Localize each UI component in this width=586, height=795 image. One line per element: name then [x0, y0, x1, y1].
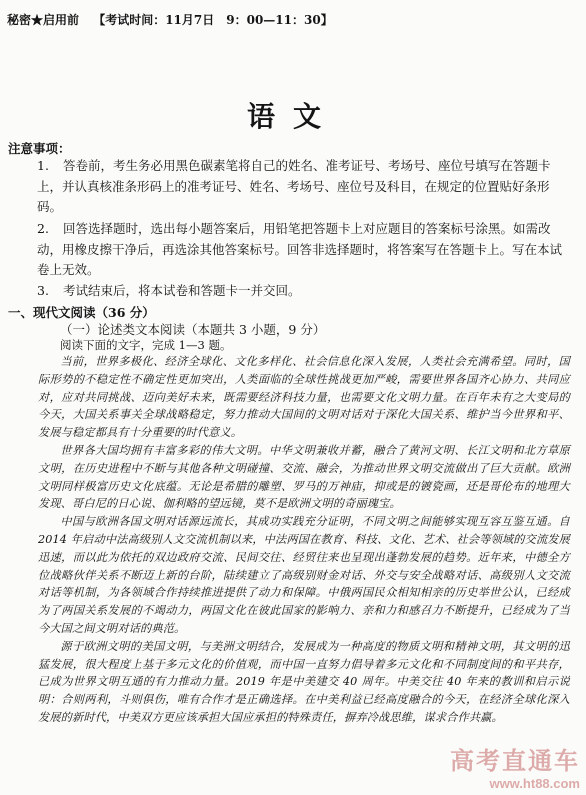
notice-item-3: 3. 考试结束后，将本试卷和答题卡一并交回。 — [37, 283, 301, 298]
watermark-url: www.ht88.com — [489, 776, 580, 791]
reading-instruction: 阅读下面的文字，完成 1—3 题。 — [60, 338, 232, 352]
passage-body — [38, 353, 570, 727]
exam-time: 【考试时间：11月7日 9：00—11：30】 — [93, 13, 333, 27]
watermark-logo-text: 高考直通车 — [450, 748, 580, 775]
notice-item-2: 2. 回答选择题时，选出每小题答案后，用铅笔把答题卡上对应题目的答案标号涂黑。如需改动，用橡皮擦干净后，再选涂其他答案标号。回答非选择题时，将答案写在答题卡上。写在本试卷上无效。 — [37, 221, 563, 277]
site-watermark — [450, 741, 580, 791]
notice-item-1: 1. 答卷前，考生务必用黑色碳素笔将自己的姓名、准考证号、考场号、座位号填写在答题卡上，并认真核准条形码上的准考证号、姓名、考场号、座位号及科目，在规定的位置贴好条形码。 — [37, 158, 551, 214]
notes-label: 注意事项： — [8, 141, 71, 156]
secret-mark: 秘密★启用前 — [7, 13, 80, 27]
passage-paragraph-1: 当前，世界多极化、经济全球化、文化多样化、社会信息化深入发展，人类社会充满希望。同时，国际形势的不稳定性不确定性更加突出，人类面临的全球性挑战更加严峻，需要世界各国齐心协力、共同应对，应对共同挑战、迈向美好未来，既需要经济科技力量，也需要文化文明力量。在百年未有之大变局的今天，大国关系事关全球战略稳定，努力推动大国间的文明对话对于深化大国关系、维护当今世界和平、发展与稳定都具有十分重要的时代意义。 — [38, 355, 570, 440]
section-heading: 一、现代文阅读（36 分） — [8, 305, 155, 320]
exam-header — [7, 11, 333, 28]
passage-paragraph-4: 源于欧洲文明的美国文明，与美洲文明结合，发展成为一种高度的物质文明和精神文明，其文明的迅猛发展，很大程度上基于多元文化的价值观，而中国一直努力倡导着多元文化和不同制度间的和平共存，已成为世界文明互通的有力推动力量。2019 年是中美建交 40 周年。中美交往 40 年来的教训和启示说明：合则两利，斗则俱伤，唯有合作才是正确选择。在中美利益已经高度融合的今天，在经济全球化深入发展的新时代，中美双方更应该承担大国应承担的特殊责任，摒弃冷战思维，谋求合作共赢。 — [38, 639, 570, 724]
passage-paragraph-3: 中国与欧洲各国文明对话源远流长，其成功实践充分证明，不同文明之间能够实现互容互鉴互通。自 2014 年启动中法高级别人文交流机制以来，中法两国在教育、科技、文化、艺术、社会等领域的交流发展迅速，而以此为依托的双边政府交流、民间交往、经贸往来也呈现出蓬勃发展的趋势。近年来，中德全方位战略伙伴关系不断迈上新的台阶，陆续建立了高级别财金对话、外交与安全战略对话、高级别人文交流对话等机制，为各领域合作持续推进提供了动力和保障。中俄两国民众相知相亲的历史举世公认，已经成为了两国关系发展的不竭动力，两国文化在彼此国家的影响力、亲和力和感召力不断提升，已经成为了当今大国之间文明对话的典范。 — [38, 515, 570, 635]
passage-paragraph-2: 世界各大国均拥有丰富多彩的伟大文明。中华文明兼收并蓄，融合了黄河文明、长江文明和北方草原文明，在历史进程中不断与其他各种文明碰撞、交流、融会，为推动世界文明交流做出了巨大贡献。欧洲文明同样极富历史文化底蕴。无论是希腊的雕塑、罗马的万神庙，抑或是的镀瓷画，还是哥伦布的地理大发现、哥白尼的日心说、伽利略的望远镜，莫不是欧洲文明的奇丽瑰宝。 — [38, 443, 570, 511]
page-title: 语文 — [246, 100, 339, 133]
subsection-heading: （一）论述类文本阅读（本题共 3 小题，9 分） — [60, 322, 326, 337]
